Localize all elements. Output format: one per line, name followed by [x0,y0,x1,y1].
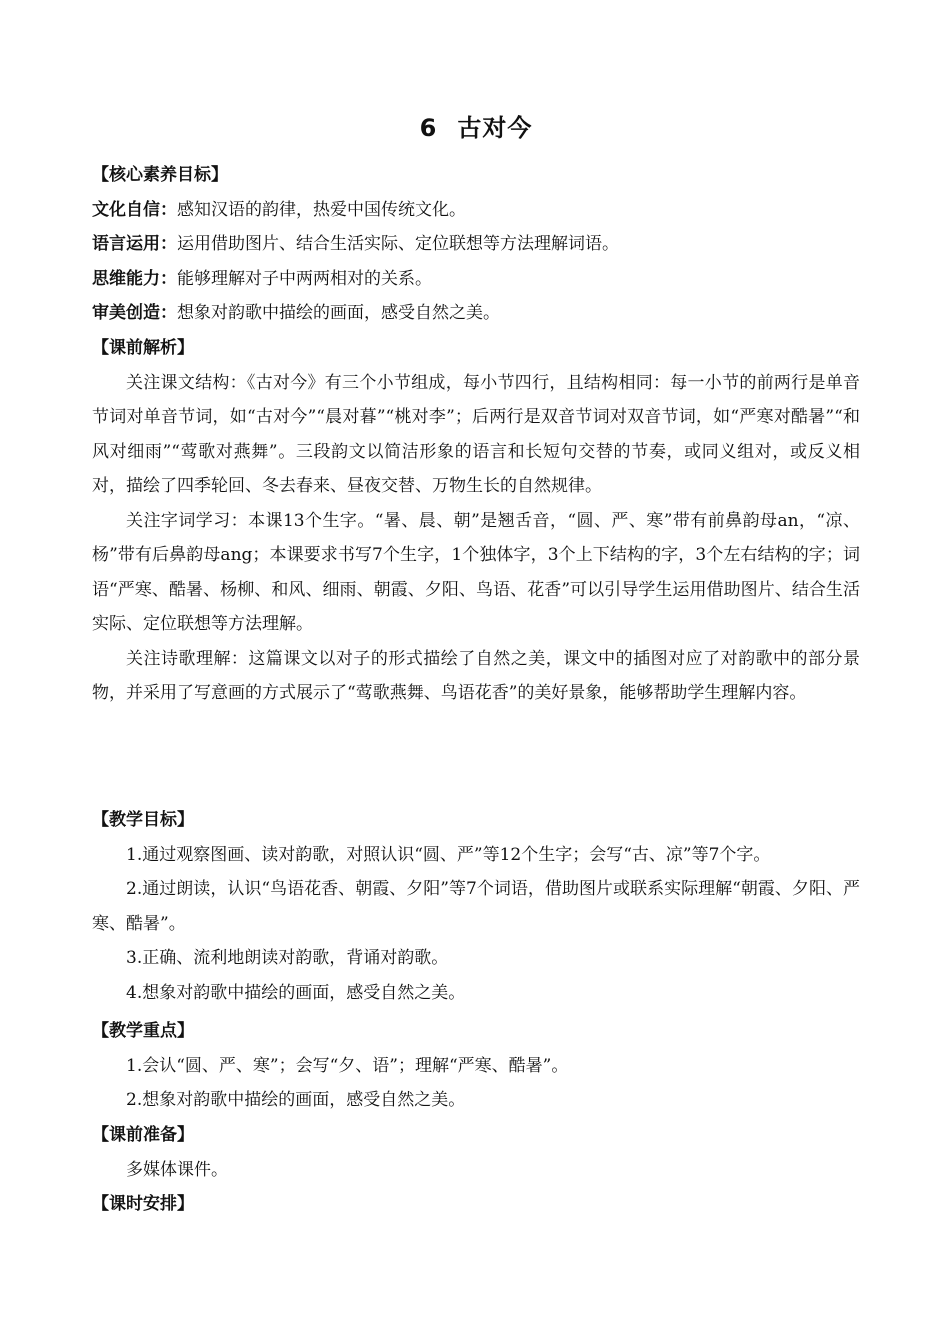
focus-item: 2.想象对韵歌中描绘的画面，感受自然之美。 [126,1090,466,1110]
core-item: 思维能力：能够理解对子中两两相对的关系。 [92,268,432,289]
teaching-focus-section [92,1014,860,1118]
section-heading-core: 【核心素养目标】 [92,165,228,185]
core-item: 审美创造：想象对韵歌中描绘的画面，感受自然之美。 [92,303,500,323]
analysis-paragraph: 关注课文结构：《古对今》有三个小节组成，每小节四行，且结构相同：每一小节的前两行是单音节词对单音节词，如“古对今”“晨对暮”“桃对李”；后两行是双音节词对双音节词，如“严寒对酷暑”“和风对细雨”“莺歌对燕舞”。三段韵文以简洁形象的语言和长短句交替的节奏，或同义组对，或反义相对，描绘了四季轮回、冬去春来、昼夜交替、万物生长的自然规律。 [92,372,860,496]
core-goals-section [92,158,860,331]
lesson-number: 6 [419,114,438,142]
lesson-title [92,108,860,143]
focus-item: 1.会认“圆、严、寒”；会写“夕、语”；理解“严寒、酷暑”。 [126,1055,569,1076]
prep-text: 多媒体课件。 [126,1159,228,1180]
goal-item: 2.通过朗读，认识“鸟语花香、朝霞、夕阳”等7个词语，借助图片或联系实际理解“朝霞、夕阳、严寒、酷暑”。 [92,879,860,934]
section-heading-prep: 【课前准备】 [92,1125,194,1145]
lesson-title-text: 古对今 [457,114,533,142]
section-heading-focus: 【教学重点】 [92,1021,194,1041]
goal-item: 1.通过观察图画、读对韵歌，对照认识“圆、严”等12个生字；会写“古、凉”等7个字。 [126,844,771,865]
core-item: 语言运用：运用借助图片、结合生活实际、定位联想等方法理解词语。 [92,234,619,254]
teaching-goals-section [92,803,860,1010]
goal-item: 3.正确、流利地朗读对韵歌，背诵对韵歌。 [126,948,449,968]
section-heading-analysis: 【课前解析】 [92,338,194,358]
analysis-section [92,331,860,711]
schedule-section [92,1187,860,1222]
core-item: 文化自信：感知汉语的韵律，热爱中国传统文化。 [92,199,466,220]
section-heading-goals: 【教学目标】 [92,810,194,830]
analysis-paragraph: 关注诗歌理解：这篇课文以对子的形式描绘了自然之美，课文中的插图对应了对韵歌中的部分景物，并采用了写意画的方式展示了“莺歌燕舞、鸟语花香”的美好景象，能够帮助学生理解内容。 [92,648,860,703]
goal-item: 4.想象对韵歌中描绘的画面，感受自然之美。 [126,982,466,1003]
section-heading-schedule: 【课时安排】 [92,1194,194,1214]
analysis-paragraph: 关注字词学习：本课13个生字。“暑、晨、朝”是翘舌音，“圆、严、寒”带有前鼻韵母an，“凉、杨”带有后鼻韵母ang；本课要求书写7个生字，1个独体字，3个上下结构的字，3个左右结构的字；词语“严寒、酷暑、杨柳、和风、细雨、朝霞、夕阳、鸟语、花香”可以引导学生运用借助图片、结合生活实际、定位联想等方法理解。 [92,510,860,634]
preparation-section [92,1118,860,1187]
